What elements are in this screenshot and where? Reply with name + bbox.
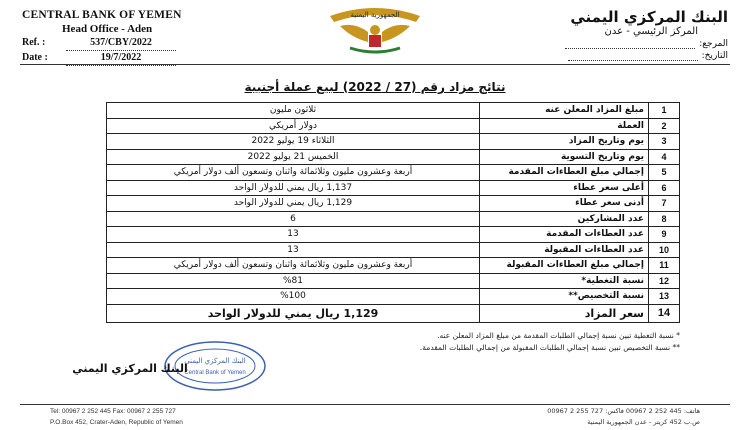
row-number: 3 — [649, 134, 680, 150]
ref-row — [22, 36, 252, 51]
row-value: 13 — [107, 227, 480, 243]
table-row — [107, 273, 680, 289]
office-name-en: Head Office - Aden — [62, 23, 153, 35]
footer-divider — [20, 404, 730, 405]
row-value: الثلاثاء 19 يوليو 2022 — [107, 134, 480, 150]
row-label: مبلغ المزاد المعلن عنه — [480, 103, 649, 119]
table-row — [107, 227, 680, 243]
row-label: نسبة التخصيص** — [480, 289, 649, 305]
document-title: نتائج مزاد رقم (27 / 2022) لبيع عملة أجنبية — [244, 80, 506, 94]
table-row — [107, 103, 680, 119]
row-number: 13 — [649, 289, 680, 305]
footer-en-line1: Tel: 00967 2 252 445 Fax: 00967 2 255 727 — [50, 408, 176, 415]
row-number: 2 — [649, 118, 680, 134]
stamp-text-ar: البنك المركزي اليمني — [184, 357, 246, 365]
row-value: أربعة وعشرون مليون وثلاثمائة واثنان وتسعون ألف دولار أمريكي — [107, 165, 480, 181]
bank-name-ar: البنك المركزي اليمني — [570, 8, 728, 26]
header-arabic — [498, 8, 728, 61]
footer-ar-line1: هاتف: 445 252 2 00967 فاكس: 727 255 2 00967 — [547, 407, 700, 415]
row-label: عدد المشاركين — [480, 211, 649, 227]
ref-value: 537/CBY/2022 — [66, 36, 176, 51]
row-value: الخميس 21 يوليو 2022 — [107, 149, 480, 165]
row-value: 1,129 ريال يمني للدولار الواحد — [107, 196, 480, 212]
office-name-ar: المركز الرئيسي - عدن — [604, 26, 698, 37]
row-label: عدد العطاءات المقدمة — [480, 227, 649, 243]
row-value: %81 — [107, 273, 480, 289]
table-row — [107, 258, 680, 274]
table-row — [107, 149, 680, 165]
row-number: 4 — [649, 149, 680, 165]
row-number: 6 — [649, 180, 680, 196]
row-label: إجمالي مبلغ العطاءات المقدمة — [480, 165, 649, 181]
header-divider — [20, 64, 730, 65]
table-row — [107, 165, 680, 181]
row-value: 1,137 ريال يمني للدولار الواحد — [107, 180, 480, 196]
ref-row-ar — [498, 39, 728, 49]
date-value: 19/7/2022 — [66, 51, 176, 66]
table-row — [107, 304, 680, 322]
row-number: 5 — [649, 165, 680, 181]
table-row — [107, 289, 680, 305]
bank-name-en: CENTRAL BANK OF YEMEN — [22, 9, 182, 21]
row-number: 8 — [649, 211, 680, 227]
date-label: Date : — [22, 52, 48, 63]
date-label-ar: التاريخ: — [701, 51, 728, 61]
footer-arabic — [547, 406, 700, 428]
row-number: 11 — [649, 258, 680, 274]
eagle-right-wing — [382, 25, 410, 42]
header-english — [22, 8, 252, 66]
row-label: إجمالي مبلغ العطاءات المقبولة — [480, 258, 649, 274]
row-number: 12 — [649, 273, 680, 289]
footer-en-line2: P.O.Box 452, Crater-Aden, Republic of Yemen — [50, 419, 183, 426]
emblem-ribbon — [350, 48, 400, 52]
row-label: يوم وتاريخ المزاد — [480, 134, 649, 150]
emblem-inscription: الجمهورية اليمنية — [350, 11, 400, 19]
table-row — [107, 118, 680, 134]
ref-label: Ref. : — [22, 37, 46, 48]
auction-results-table — [106, 102, 680, 323]
signature-text: البنك المركزي اليمني — [72, 362, 188, 375]
row-value: ثلاثون مليون — [107, 103, 480, 119]
row-number: 7 — [649, 196, 680, 212]
row-label: عدد العطاءات المقبولة — [480, 242, 649, 258]
row-number: 9 — [649, 227, 680, 243]
footnote-coverage: * نسبة التغطية تبين نسبة إجمالي الطلبات المقدمة من مبلغ المزاد المعلن عنه. — [437, 331, 680, 340]
ref-label-ar: المرجع: — [699, 39, 728, 49]
footer-english — [50, 406, 183, 428]
row-label: العملة — [480, 118, 649, 134]
date-dots-ar — [568, 51, 698, 61]
footer-ar-line2: ص.ب 452 كريتر - عدن الجمهورية اليمنية — [587, 418, 700, 426]
emblem-shield — [369, 35, 381, 47]
row-number: 10 — [649, 242, 680, 258]
eagle-head — [370, 25, 380, 35]
row-label: يوم وتاريخ التسوية — [480, 149, 649, 165]
row-label: سعر المزاد — [480, 304, 649, 322]
row-value: 6 — [107, 211, 480, 227]
row-number: 1 — [649, 103, 680, 119]
table-row — [107, 134, 680, 150]
table-row — [107, 242, 680, 258]
row-number: 14 — [649, 304, 680, 322]
table-row — [107, 211, 680, 227]
stamp-text-en: Central Bank of Yemen — [184, 370, 246, 376]
row-value: 13 — [107, 242, 480, 258]
row-value: %100 — [107, 289, 480, 305]
eagle-left-wing — [340, 25, 368, 42]
table-row — [107, 180, 680, 196]
row-label: أعلى سعر عطاء — [480, 180, 649, 196]
ref-dots-ar — [565, 39, 695, 49]
row-value: أربعة وعشرون مليون وثلاثمائة واثنان وتسعون ألف دولار أمريكي — [107, 258, 480, 274]
date-row-ar — [498, 51, 728, 61]
table-row — [107, 196, 680, 212]
row-value: 1,129 ريال يمني للدولار الواحد — [107, 304, 480, 322]
row-value: دولار أمريكي — [107, 118, 480, 134]
row-label: نسبة التغطية* — [480, 273, 649, 289]
footnote-allocation: ** نسبة التخصيص تبين نسبة إجمالي الطلبات المقبولة من إجمالي الطلبات المقدمة. — [419, 343, 680, 352]
row-label: أدنى سعر عطاء — [480, 196, 649, 212]
yemen-emblem-icon — [310, 2, 440, 58]
